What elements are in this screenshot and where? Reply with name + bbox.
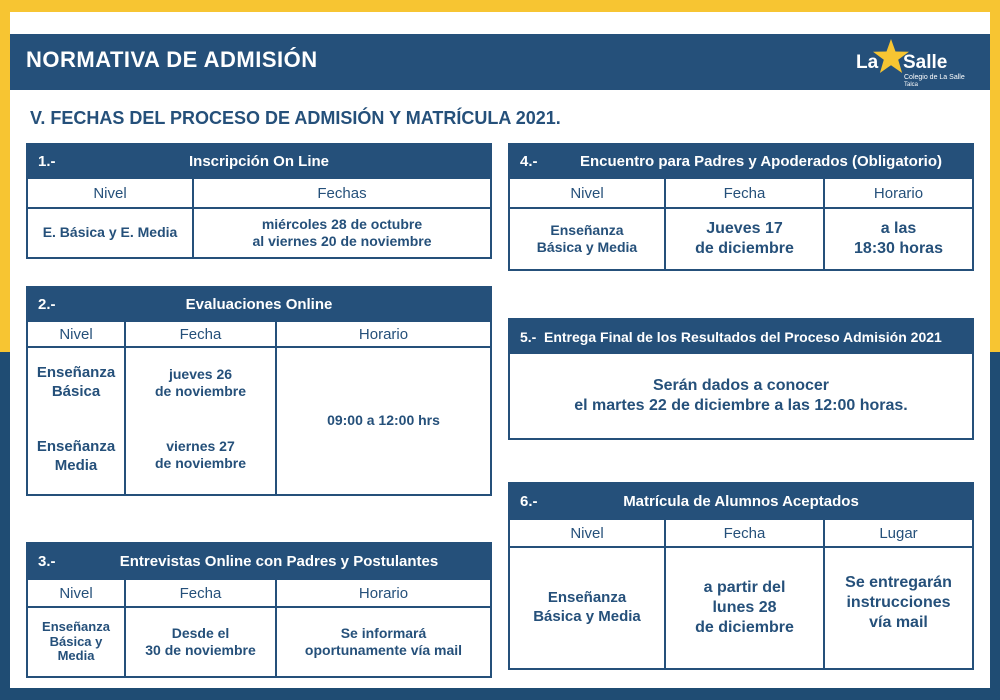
block-title: Matrícula de Alumnos Aceptados [623,493,859,510]
cell-text: Media [54,457,98,474]
cell-text: Serán dados a conocer [652,377,830,394]
logo-text-la: La [856,52,879,73]
column-header-horario: Horario [277,322,490,348]
cell-text: Se informará [340,624,427,641]
cell-text: miércoles 28 de octubre [261,215,423,232]
column-header-fecha: Fecha [666,520,825,548]
column-headers [28,580,490,608]
cell-text: a las [880,220,917,237]
logo-text-salle: Salle [903,52,948,73]
cell-text: vía mail [869,614,928,631]
cell-text: de diciembre [695,240,794,257]
block-number: 5.- [520,329,537,345]
block-title: Entrevistas Online con Padres y Postulantes [119,553,439,570]
logo-subtitle: Colegio de La Salle [904,74,965,81]
cell-nivel [510,209,664,269]
block-header [28,288,490,322]
cell-fecha [666,548,823,668]
logo-city: Talca [904,82,919,88]
cell-text: Básica y [49,633,103,649]
column-header-horario: Horario [825,179,972,209]
block-number: 1.- [38,153,56,170]
cell-fecha [126,608,275,676]
cell-text: 18:30 horas [854,240,943,257]
cell-text: oportunamente vía mail [304,642,463,658]
block-entrevistas [26,542,492,678]
cell-text: Enseñanza [36,364,116,382]
cell-text: Enseñanza [550,221,624,238]
column-header-lugar: Lugar [825,520,972,548]
column-header-nivel: Nivel [28,322,126,348]
block-header [510,320,972,354]
block-entrega [508,318,974,440]
column-header-fecha: Fecha [666,179,825,209]
cell-text: Enseñanza [547,589,627,607]
block-header [28,145,490,179]
cell-lugar [825,548,972,658]
cell-horario [277,608,490,676]
cell-fecha-basica [126,360,275,406]
column-headers [28,322,490,348]
cell-text: de noviembre [154,455,247,471]
cell-text: 09:00 a 12:00 hrs [327,412,440,429]
cell-text: de diciembre [695,619,794,636]
section-title: V. FECHAS DEL PROCESO DE ADMISIÓN Y MATRÍCULA 2021. [30,108,561,128]
column-header-nivel: Nivel [28,580,126,608]
cell-text: Media [57,648,95,664]
column-header-fecha: Fecha [126,322,277,348]
block-encuentro [508,143,974,271]
cell-text: jueves 26 [168,365,233,382]
cell-horario [277,348,490,494]
block-number: 6.- [520,493,538,510]
cell-text: instrucciones [846,594,951,611]
cell-text: a partir del [703,579,786,596]
column-header-nivel: Nivel [510,520,666,548]
column-headers [28,179,490,209]
cell-nivel [28,209,192,257]
block-title: Encuentro para Padres y Apoderados (Obligatorio) [579,153,942,170]
column-headers [510,179,972,209]
cell-text: de noviembre [154,383,247,399]
column-header-fecha: Fecha [126,580,277,608]
cell-text: Básica y Media [536,239,638,255]
cell-horario [825,209,972,269]
block-number: 3.- [38,553,56,570]
cell-text: 30 de noviembre [145,642,256,658]
block-evaluaciones [26,286,492,496]
content-card [10,12,990,688]
cell-text: Jueves 17 [706,220,783,237]
banner-title: NORMATIVA DE ADMISIÓN [26,47,318,72]
cell-text: lunes 28 [712,599,777,616]
cell-fecha-media [126,432,275,478]
cell-text: el martes 22 de diciembre a las 12:00 horas. [574,397,908,414]
cell-fechas [194,209,490,257]
block-title: Evaluaciones Online [185,296,333,313]
cell-nivel [510,548,664,668]
cell-text: E. Básica y E. Media [42,224,178,241]
cell-text: Básica [51,383,101,400]
cell-nivel-media [28,432,124,482]
column-header-horario: Horario [277,580,490,608]
column-headers [510,520,972,548]
cell-fecha [666,209,823,269]
block-number: 2.- [38,296,56,313]
block-title: Inscripción On Line [188,153,330,170]
cell-text: al viernes 20 de noviembre [252,233,432,249]
block-header [28,544,490,580]
column-header-fechas: Fechas [194,179,490,209]
cell-text: Enseñanza [42,618,110,634]
column-header-nivel: Nivel [28,179,194,209]
cell-nivel-basica [28,358,124,408]
header-banner [10,34,990,90]
cell-text: viernes 27 [166,437,235,454]
block-header [510,484,972,520]
block-matricula [508,482,974,670]
block-number: 4.- [520,153,538,170]
cell-text: Básica y Media [533,608,641,625]
cell-text: Desde el [171,624,230,641]
column-header-nivel: Nivel [510,179,666,209]
cell-text: Se entregarán [845,574,952,591]
cell-resultados [510,354,972,438]
block-header [510,145,972,179]
cell-nivel [28,608,124,676]
block-title: Entrega Final de los Resultados del Proceso Admisión 2021 [544,329,942,345]
la-salle-logo [848,38,978,88]
block-inscripcion [26,143,492,259]
cell-text: Enseñanza [36,438,116,456]
